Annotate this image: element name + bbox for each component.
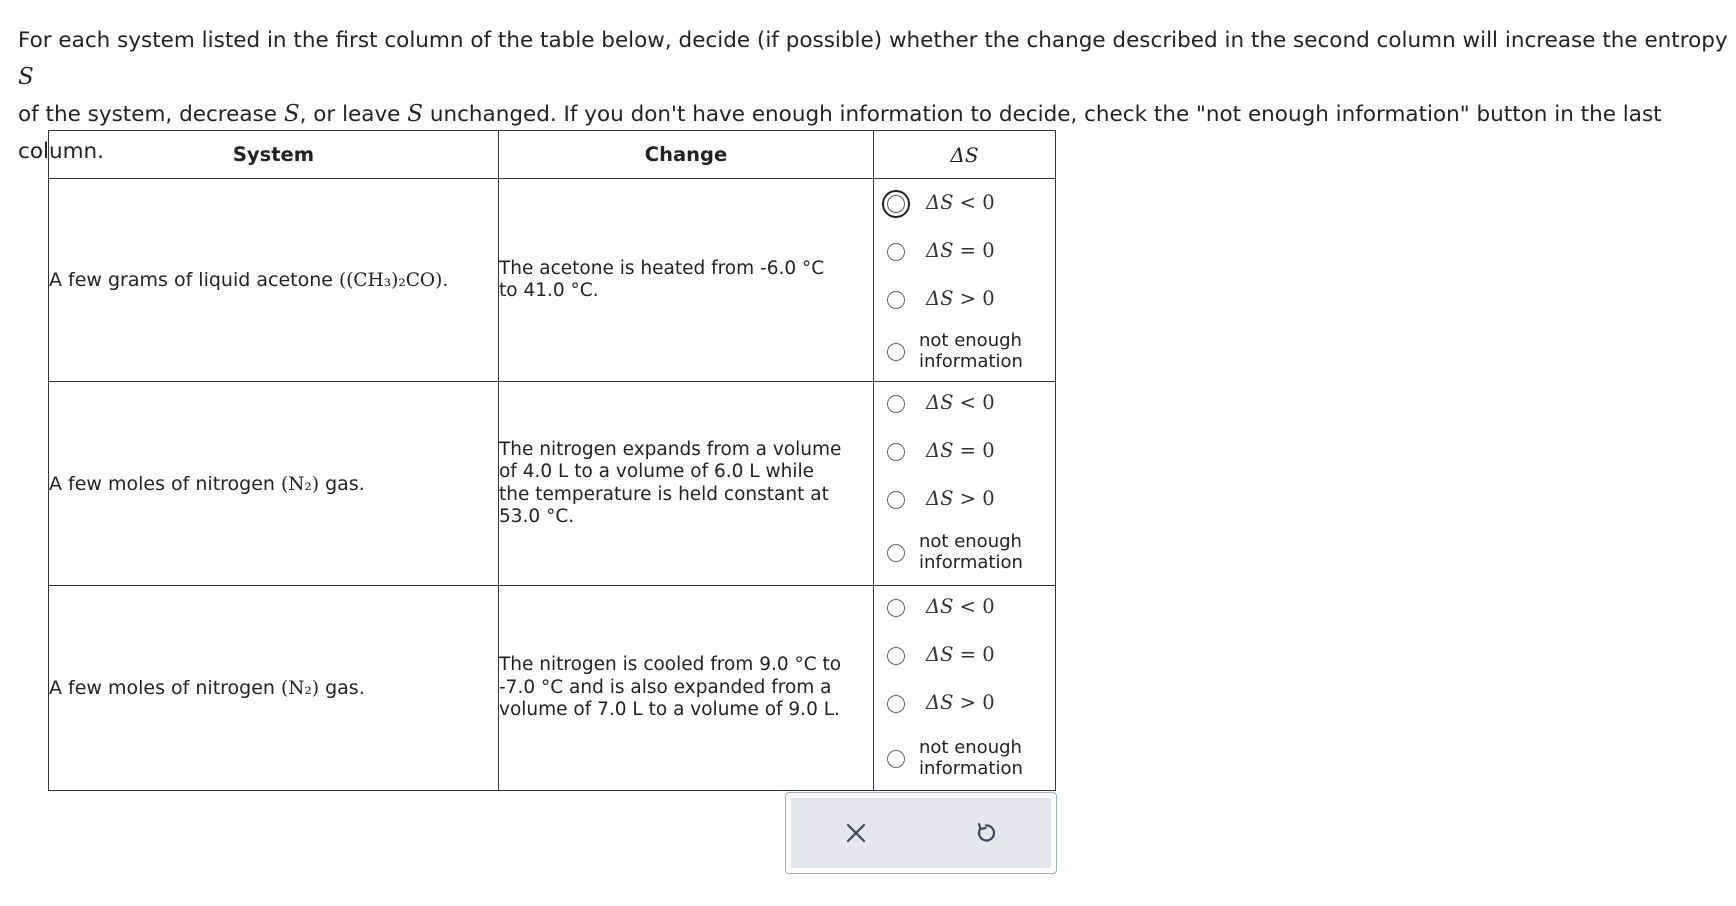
radio-button[interactable] <box>887 544 905 562</box>
chemical-formula: (N₂) <box>281 473 320 495</box>
system-text: A few moles of nitrogen <box>49 677 282 699</box>
change-line: -7.0 °C and is also expanded from a <box>499 676 832 698</box>
change-cell <box>499 179 874 382</box>
radio-button[interactable] <box>887 599 905 617</box>
change-line: to 41.0 °C. <box>499 280 599 301</box>
option-delta-s-negative[interactable] <box>874 189 1056 219</box>
undo-icon <box>974 821 998 845</box>
table-row <box>49 586 1056 791</box>
x-icon <box>845 822 867 844</box>
option-label: ΔS = 0 <box>926 643 995 666</box>
system-text: A few moles of nitrogen <box>49 472 282 495</box>
instructions-text-3: , or leave <box>299 102 408 127</box>
radio-button[interactable] <box>887 695 905 713</box>
radio-button[interactable] <box>887 343 905 361</box>
radio-button[interactable] <box>887 491 905 509</box>
system-cell <box>49 586 499 791</box>
system-column-header: System <box>49 131 499 179</box>
delta-s-header-label: ΔS <box>950 142 979 167</box>
entropy-symbol: S <box>283 101 300 127</box>
option-not-enough-information[interactable] <box>874 736 1056 780</box>
chemical-formula: (N₂) <box>281 678 320 699</box>
instructions-text-4: unchanged. If you don't have enough information to decide, check the "not enough information" button in the last column. <box>18 102 1662 164</box>
change-line: the temperature is held constant at <box>499 483 829 505</box>
instructions-text-1: For each system listed in the first column of the table below, decide (if possible) whether the change described in the second column will increase the entropy <box>18 28 1728 53</box>
option-delta-s-positive[interactable] <box>874 485 1056 515</box>
change-line: of 4.0 L to a volume of 6.0 L while <box>499 461 815 482</box>
system-text-tail: . <box>442 269 449 291</box>
option-label: not enough information <box>919 330 1023 372</box>
table-row <box>49 179 1056 382</box>
change-line: The acetone is heated from -6.0 °C <box>499 257 825 279</box>
change-line: The nitrogen is cooled from 9.0 °C to <box>499 654 842 676</box>
clear-button[interactable] <box>791 798 921 868</box>
option-label: ΔS > 0 <box>926 691 995 714</box>
option-label: not enough information <box>919 531 1023 573</box>
option-label: ΔS = 0 <box>926 239 995 262</box>
entropy-table <box>48 130 1056 791</box>
option-label: ΔS < 0 <box>926 391 995 414</box>
system-text: A few grams of liquid acetone <box>49 269 339 291</box>
option-not-enough-information[interactable] <box>874 329 1056 373</box>
header-row <box>49 131 1056 179</box>
table-row <box>49 382 1056 586</box>
radio-button[interactable] <box>887 750 905 768</box>
entropy-symbol: S <box>18 64 34 90</box>
entropy-symbol: S <box>407 101 424 127</box>
change-cell <box>499 586 874 791</box>
radio-button[interactable] <box>882 190 910 218</box>
radio-button[interactable] <box>887 243 905 261</box>
option-label: ΔS = 0 <box>926 439 995 462</box>
radio-button[interactable] <box>887 291 905 309</box>
system-cell <box>49 382 499 586</box>
system-text-tail: gas. <box>319 677 365 699</box>
option-label: ΔS > 0 <box>926 487 995 510</box>
action-bar-inner <box>791 798 1051 868</box>
chemical-formula: ((CH₃)₂CO) <box>338 270 443 291</box>
option-delta-s-zero[interactable] <box>874 641 1056 671</box>
change-cell <box>499 382 874 586</box>
system-cell <box>49 179 499 382</box>
delta-s-column-header <box>874 131 1056 179</box>
options-cell <box>874 382 1056 586</box>
instructions-text-2: of the system, decrease <box>18 102 284 127</box>
option-delta-s-positive[interactable] <box>874 285 1056 315</box>
change-line: volume of 7.0 L to a volume of 9.0 L. <box>499 699 840 721</box>
option-delta-s-zero[interactable] <box>874 437 1056 467</box>
system-text-tail: gas. <box>319 472 365 495</box>
radio-button[interactable] <box>887 647 905 665</box>
option-label: ΔS < 0 <box>926 595 995 618</box>
option-not-enough-information[interactable] <box>874 530 1056 574</box>
options-cell <box>874 179 1056 382</box>
radio-button[interactable] <box>887 443 905 461</box>
option-label: ΔS > 0 <box>926 287 995 310</box>
option-delta-s-negative[interactable] <box>874 389 1056 419</box>
undo-button[interactable] <box>921 798 1051 868</box>
option-delta-s-positive[interactable] <box>874 689 1056 719</box>
change-line: 53.0 °C. <box>499 506 575 527</box>
action-bar <box>785 792 1057 874</box>
option-delta-s-zero[interactable] <box>874 237 1056 267</box>
option-delta-s-negative[interactable] <box>874 593 1056 623</box>
change-line: The nitrogen expands from a volume <box>499 438 842 460</box>
options-cell <box>874 586 1056 791</box>
option-label: ΔS < 0 <box>926 191 995 214</box>
radio-button[interactable] <box>887 395 905 413</box>
change-column-header: Change <box>499 131 874 179</box>
option-label: not enough information <box>919 737 1023 779</box>
